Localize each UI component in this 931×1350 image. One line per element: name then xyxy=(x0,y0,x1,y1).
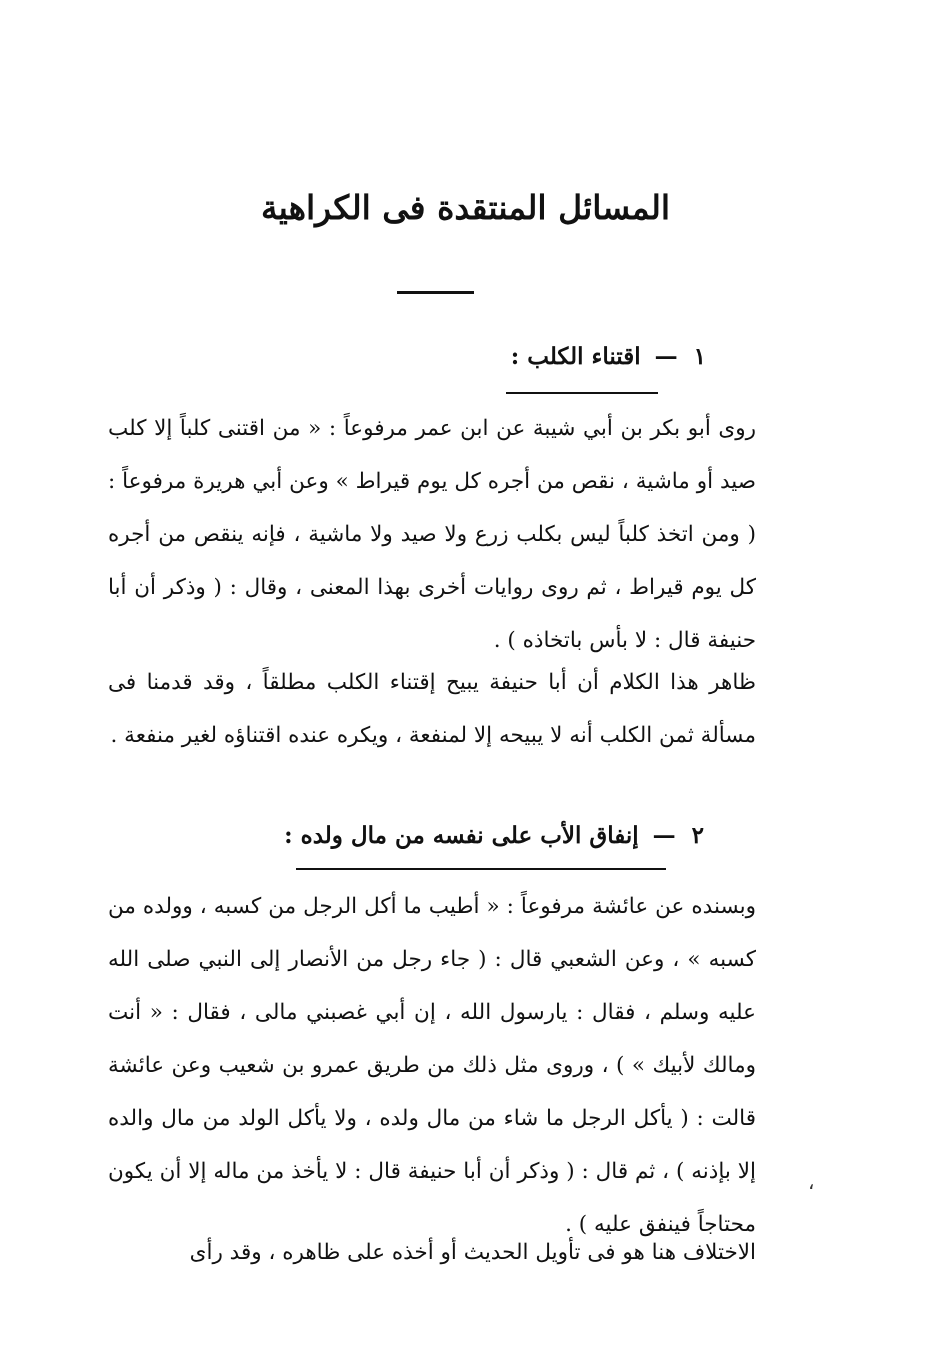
page-title: المسائل المنتقدة فى الكراهية xyxy=(260,188,671,227)
section-heading-text: إنفاق الأب على نفسه من مال ولده : xyxy=(284,822,639,849)
paragraph: ظاهر هذا الكلام أن أبا حنيفة يبيح إقتناء الكلب مطلقاً ، وقد قدمنا فى مسألة ثمن الكلب أنه لا يبيحه إلا لمنفعة ، ويكره عنده اقتناؤه لغير منفعة . xyxy=(108,670,756,748)
heading-underline xyxy=(296,868,666,870)
section-heading-text: اقتناء الكلب : xyxy=(510,343,641,370)
margin-mark: ، xyxy=(808,1170,815,1194)
heading-dash: — xyxy=(652,822,676,849)
paragraph: الاختلاف هنا هو فى تأويل الحديث أو أخذه على ظاهره ، وقد رأى xyxy=(189,1240,756,1265)
section-heading-2 xyxy=(284,822,704,849)
section-number: ١ xyxy=(693,343,706,370)
section-heading-1 xyxy=(511,343,706,370)
paragraph: وبسنده عن عائشة مرفوعاً : « أطيب ما أكل الرجل من كسبه ، وولده من كسبه » ، وعن الشعبي قال : ( جاء رجل من الأنصار إلى النبي صلى الله عليه وسلم ، فقال : يارسول الله ، إن أبي غصبني مالى ، فقال : « أنت ومالك لأبيك » ) ، وروى مثل ذلك من طريق عمرو بن شعيب وعن عائشة قالت : ( يأكل الرجل ما شاء من مال ولده ، ولا يأكل الولد من مال والده إلا بإذنه ) ، ثم قال : ( وذكر أن أبا حنيفة قال : لا يأخذ من ماله إلا أن يكون محتاجاً فينفق عليه ) . xyxy=(108,894,756,1237)
paragraph: روى أبو بكر بن أبي شيبة عن ابن عمر مرفوعاً : « من اقتنى كلباً إلا كلب صيد أو ماشية ، نقص من أجره كل يوم قيراط » وعن أبي هريرة مرفوعاً : ( ومن اتخذ كلباً ليس بكلب زرع ولا صيد ولا ماشية ، فإنه ينقص من أجره كل يوم قيراط ، ثم روى روايات أخرى بهذا المعنى ، وقال : ( وذكر أن أبا حنيفة قال : لا بأس باتخاذه ) . xyxy=(108,416,756,653)
heading-underline xyxy=(506,392,658,394)
heading-dash: — xyxy=(654,343,678,370)
section-number: ٢ xyxy=(691,822,704,849)
title-divider xyxy=(397,291,474,294)
